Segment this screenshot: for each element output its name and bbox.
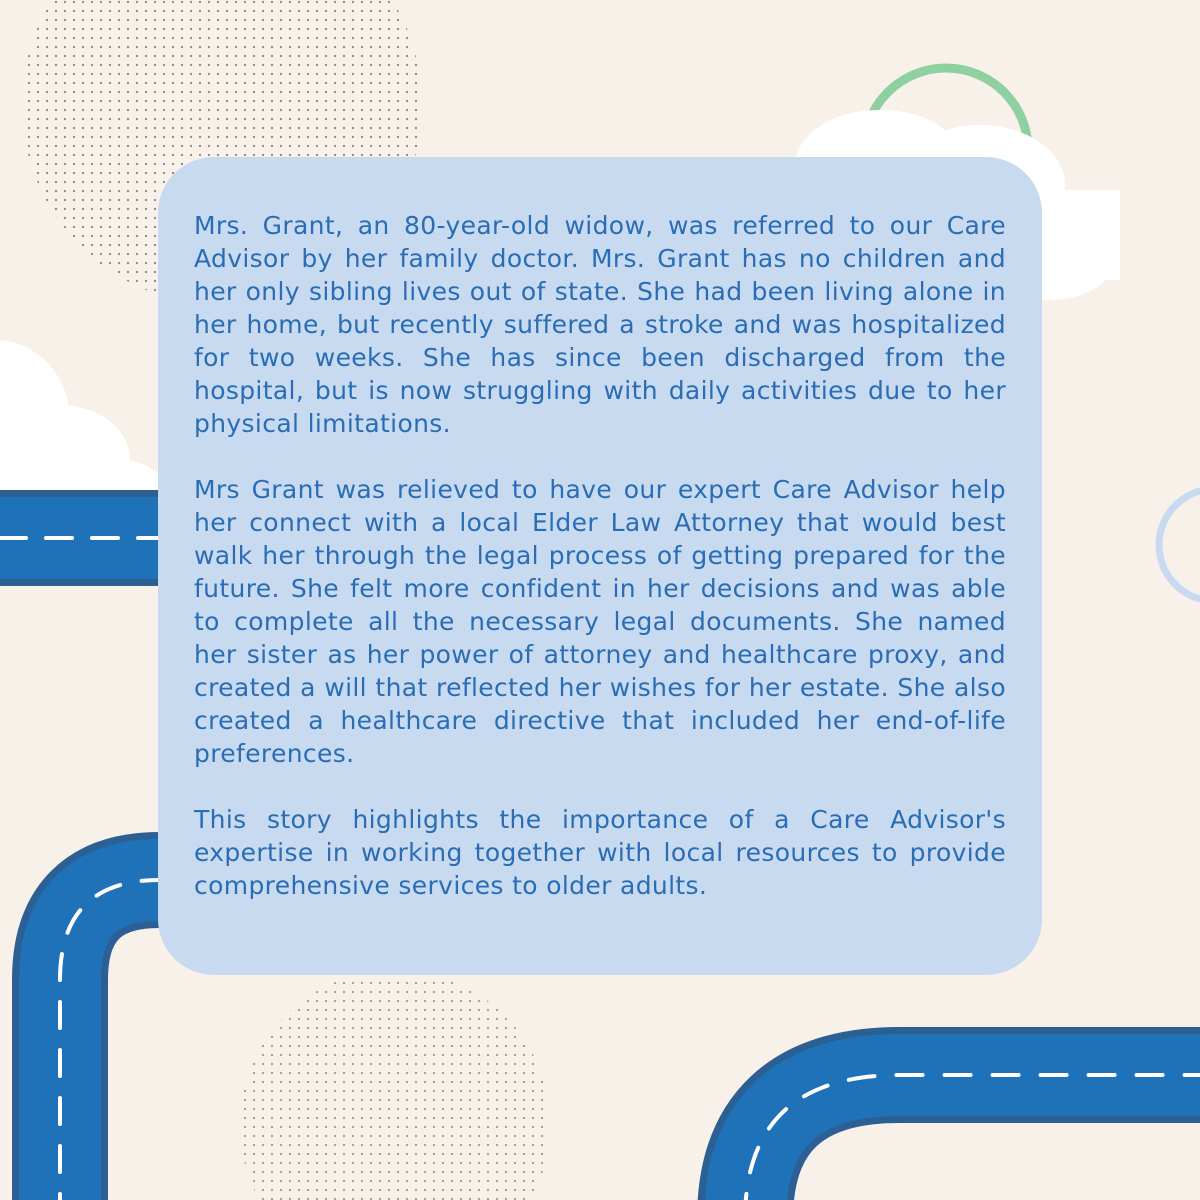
story-paragraph-1: Mrs. Grant, an 80-year-old widow, was referred to our Care Advisor by her family doctor. Mrs. Grant has no children and her only sibling lives out of state. She had been living alone in her home, but recently suffered a stroke and was hospitalized for two weeks. She has since been discharged from the hospital, but is now struggling with daily activities due to her physical limitations. [194, 211, 1006, 438]
road-icon [0, 490, 180, 586]
story-text [194, 209, 1006, 902]
story-paragraph-3: This story highlights the importance of a Care Advisor's expertise in working together with local resources to provide comprehensive services to older adults. [194, 805, 1006, 900]
ring-icon [1159, 489, 1200, 601]
story-card [158, 157, 1042, 975]
road-icon [745, 1075, 1200, 1200]
road-icon [60, 880, 160, 1200]
dot-pattern-icon [240, 970, 550, 1200]
story-paragraph-2: Mrs Grant was relieved to have our expert Care Advisor help her connect with a local Elder Law Attorney that would best walk her through the legal process of getting prepared for the future. She felt more confident in her decisions and was able to complete all the necessary legal documents. She named her sister as her power of attorney and healthcare proxy, and created a will that reflected her wishes for her estate. She also created a healthcare directive that included her end-of-life preferences. [194, 475, 1006, 768]
